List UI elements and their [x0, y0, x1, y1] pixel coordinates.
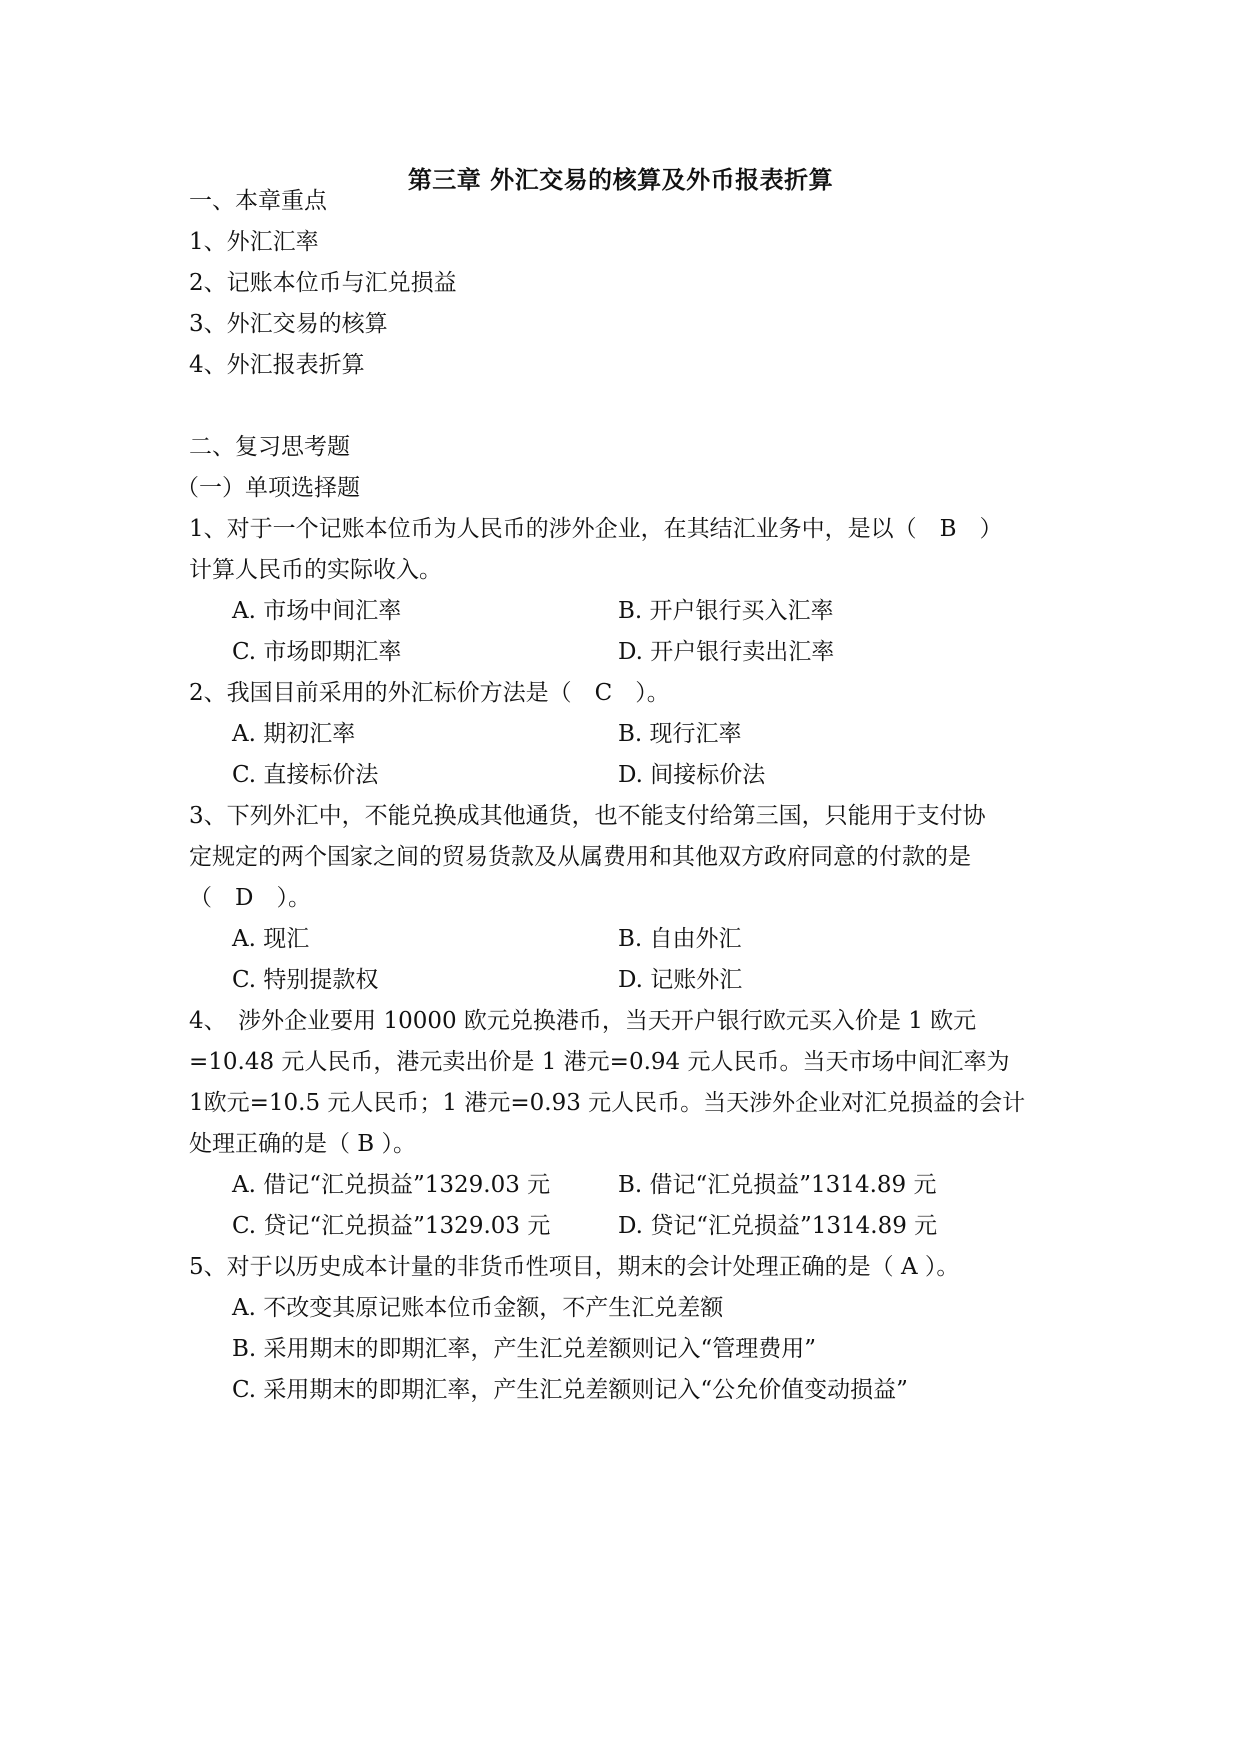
key-point-item: 3、外汇交易的核算 [189, 311, 388, 337]
option: C. 特别提款权 [232, 967, 379, 993]
option: D. 记账外汇 [618, 967, 743, 993]
option: B. 自由外汇 [618, 926, 742, 952]
question-text: 5、对于以历史成本计量的非货币性项目，期末的会计处理正确的是（ A ）。 [189, 1254, 960, 1280]
question-text: 3、下列外汇中，不能兑换成其他通货，也不能支付给第三国，只能用于支付协 [189, 803, 986, 829]
question-text: =10.48 元人民币，港元卖出价是 1 港元=0.94 元人民币。当天市场中间汇率为 [189, 1049, 1010, 1075]
option: A. 现汇 [232, 926, 310, 952]
subheading-single-choice: （一）单项选择题 [176, 475, 360, 501]
key-point-item: 4、外汇报表折算 [189, 352, 365, 378]
question-text: 2、我国目前采用的外汇标价方法是（ C ）。 [189, 680, 670, 706]
option: B. 现行汇率 [618, 721, 742, 747]
question-text: 定规定的两个国家之间的贸易货款及从属费用和其他双方政府同意的付款的是 [189, 844, 971, 870]
option: B. 借记“汇兑损益”1314.89 元 [618, 1172, 937, 1198]
option: C. 贷记“汇兑损益”1329.03 元 [232, 1213, 551, 1239]
option: D. 贷记“汇兑损益”1314.89 元 [618, 1213, 938, 1239]
option: B. 采用期末的即期汇率，产生汇兑差额则记入“管理费用” [232, 1336, 817, 1362]
option: B. 开户银行买入汇率 [618, 598, 834, 624]
question-text: 4、 涉外企业要用 10000 欧元兑换港币，当天开户银行欧元买入价是 1 欧元 [189, 1008, 977, 1034]
option: D. 间接标价法 [618, 762, 766, 788]
option: C. 市场即期汇率 [232, 639, 402, 665]
option: A. 借记“汇兑损益”1329.03 元 [232, 1172, 551, 1198]
option: C. 采用期末的即期汇率，产生汇兑差额则记入“公允价值变动损益” [232, 1377, 908, 1403]
section-heading-key-points: 一、本章重点 [189, 188, 327, 214]
question-text: 处理正确的是（ B ）。 [189, 1131, 417, 1157]
option: C. 直接标价法 [232, 762, 379, 788]
section-heading-review: 二、复习思考题 [189, 434, 350, 460]
question-text: 计算人民币的实际收入。 [189, 557, 442, 583]
key-point-item: 2、记账本位币与汇兑损益 [189, 270, 457, 296]
key-point-item: 1、外汇汇率 [189, 229, 319, 255]
option: D. 开户银行卖出汇率 [618, 639, 835, 665]
option: A. 市场中间汇率 [232, 598, 402, 624]
chapter-title: 第三章 外汇交易的核算及外币报表折算 [407, 165, 834, 194]
question-text: 1欧元=10.5 元人民币；1 港元=0.93 元人民币。当天涉外企业对汇兑损益的会计 [189, 1090, 1026, 1116]
question-text: 1、对于一个记账本位币为人民币的涉外企业，在其结汇业务中，是以（ B ） [189, 516, 1003, 542]
option: A. 不改变其原记账本位币金额，不产生汇兑差额 [232, 1295, 724, 1321]
question-text: （ D ）。 [189, 885, 311, 911]
option: A. 期初汇率 [232, 721, 356, 747]
